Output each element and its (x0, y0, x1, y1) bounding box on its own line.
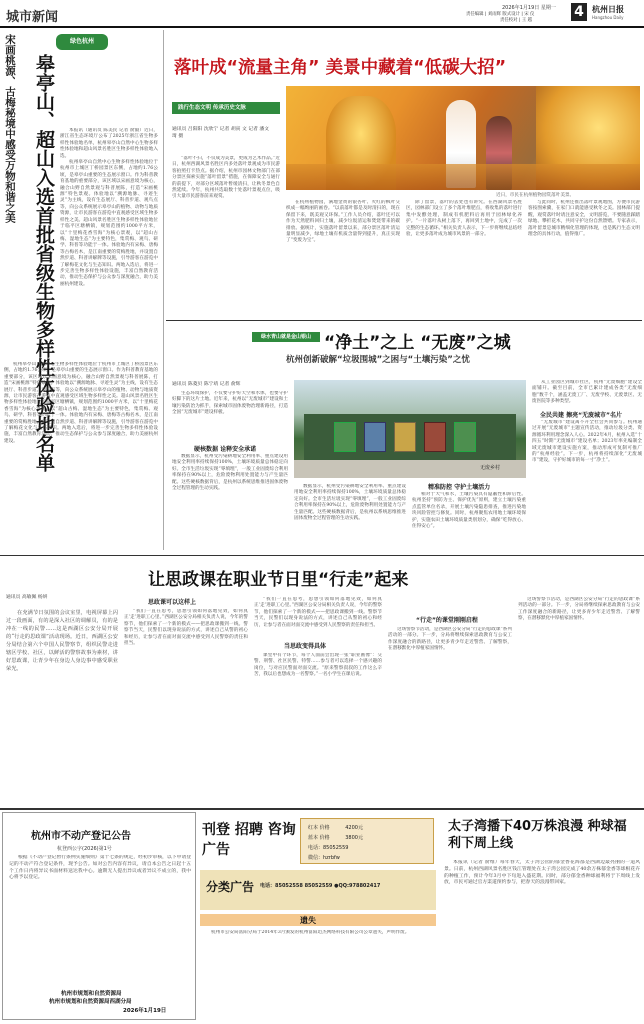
mid-subhead: 杭州创新破解“垃圾围城”之困与“土壤污染”之忧 (286, 355, 470, 365)
mid-sub1: 硬核数据 诠释安全承诺 (194, 446, 257, 453)
mid-body3: “无废城市”建设离不开全社会共同参与。杭州通过开展“无废城市”主题宣传活动，推动垃圾分类、资源循环利用理念深入人心。2022年4月，杭州入选“十四五”时期“无废城市”建设名单；2023年率先编制全域无废城市建设实施方案，推动形成可复制可推广的“杭州经验”。下一步，杭州将持续深化“无废城市”建设，守护好城市的每一寸“净土”。 (532, 420, 642, 464)
bottom-body2: 课堂中有个环节，每个人面前会出现一张“职业画像”：交警、刑警、社区民警、特警……参与者可以选择一个感兴趣的岗位，与对应民警面对面交流。“原来警察叔叔的工作这么辛苦，我以后也想成为一名警察。”一名小学生在课后说。 (254, 653, 382, 678)
mid-byline: 通讯员 陈菱贝 陈宁靖 记者 俞辉 (172, 382, 241, 387)
left-body-continued: 杭州皋亭山自然中心生物多样性体验地位于杭州市上城区丁桥园景区东侧，占地约1.76公顷，是皋亭山重要的生态展示窗口。作为科普教育基地的重要部分，该区域以宋画意境为核心，融合山野自然景观与科普展陈，打造“宋画桃源”特色景观。体验地以“溯源地脉、寻迹生灵”为主线，设有生态展厅、科普步道、观鸟点等，向公众系统展示皋亭山的植物、动物与地质资源，让市民游客在游览中直观感受区域生物多样性之美。超山风景名胜区生物多样性体验地位于临平区塘栖镇，规划范围约1000平方米，以“十里梅花香雪海”为核心景观，以“超山古梅、湿地生态”为主要特色，集赏梅、观鸟、研学、科普等功能于一体。体验地内有宋梅、唐梅等古梅名木，是江南重要的赏梅胜地，并设置自然步道、科普讲解牌等设施，引导游客在游览中了解梅花文化与生态知识。两地入选后，将进一步完善生物多样性体验设施，丰富自然教育活动，推动生态保护与公众参与深度融合，助力美丽杭州建设。 (4, 362, 158, 444)
ad-left-body: 根据《不动产登记暂行条例实施细则》第十七条的规定，经初步审核，以下申请登记的不动产符合登记条件，现予公告。如对公告内容有异议，请自本公告之日起十五个工作日内将异议书面材料送达我中心。逾期无人提出异议或者异议不成立的，我中心将予以登记。 (9, 855, 191, 881)
ad-right-body: 本报讯（记者 俞维）每年春天，太子湾公园的郁金香花海都是西湖边最亮丽的一道风景。日前，杭州西湖风景名胜区钱江管理处在太子湾公园完成了40余万株郁金香等球根花卉的种植工作，预计今年3月中下旬进入盛花期。同时，部分郁金香种球福利将于下周线上发放，市民可通过官方渠道预约参与，把春天的浪漫带回家。 (444, 860, 640, 886)
ad-mid-price-label: 价格 (319, 825, 330, 831)
top-col-3: 除了留景，落叶的去处也有讲究。在西湖风景名胜区，园林部门设立了多个落叶堆肥点，将收集的落叶进行集中发酵处理，制成有机肥料后再用于园林绿化养护。“一片落叶从树上落下，再回到土地中，完成了一次完整的生态循环。”相关负责人表示，下一步将继续总结经验，让更多落叶成为城市风景的一部分。 (406, 200, 522, 238)
mid-story (166, 322, 642, 554)
ad-mid-fenlei: 分类广告 (206, 880, 255, 894)
ad-mid-row-0 (308, 824, 363, 831)
section-title: 城市新闻 (6, 10, 59, 25)
ad-left-date: 2026年1月19日 (123, 1008, 167, 1014)
left-badge-label: 绿色杭州 (69, 38, 94, 45)
paper-en: Hangzhou Daily (592, 15, 624, 20)
mid-photo-label: 无废乡村 (480, 465, 501, 471)
left-headline: 皋亭山、超山入选首批省级生物多样性体验地名单 (33, 54, 55, 472)
top-byline: 通讯员 吕阳阳 沈欣宁 记者 胡寅 文 记者 潘文琦 摄 (172, 127, 270, 139)
page-number: 4 (571, 3, 587, 21)
ad-mid-title: 刊登 招聘 咨询 广告 (202, 822, 296, 858)
bottom-body3: 这场警察节活动，是西湖区公安分局“行走的思政课”系列活动的一部分。下一步，分局将继续探索思政教育与公安工作深度融合的新路径，让更多青少年走近警营、了解警察，在潜移默化中厚植家国情怀。 (388, 627, 512, 652)
ad-mid-weixin: 微信：hzrbfw (308, 855, 340, 861)
ad-mid-lost-box (200, 914, 436, 926)
top-headline: 落叶成“流量主角” 美景中藏着“低碳大招” (174, 58, 507, 78)
ad-left-title: 杭州市不动产登记公告 (31, 831, 131, 842)
mid-sub3: 全民共建 擦亮“无废城市”名片 (540, 412, 622, 419)
top-col-2: 在杭州植物园，满地金黄的银杏叶、火红的枫叶交织成一幅绚丽的画卷。“以前落叶都是及时清扫的，现在保留下来，既美观又环保。”工作人员介绍，落叶还可以作为天然肥料回归土壤，减少垃圾清运和焚烧带来的碳排放。据统计，实施落叶留景以来，部分景区落叶清运量明显减少，绿地土壤有机质含量得到提升，真正实现了“变废为宝”。 (286, 200, 400, 244)
mid-body1-b: 数据显示，杭州受污染耕地安全利用率、重点建设用地安全利用率持续保持100%，土壤环境质量总体稳定向好。全市生活垃圾实现“零填埋”，一般工业固废综合利用率保持在90%以上，危险废物利用处置能力与产生量匹配。这些硬核数据背后，是杭州以系统思维推进固体废物全过程管理的生动实践。 (294, 484, 406, 522)
mid-right-col: 从工业园区到城市社区，杭州“无废细胞”建设全面铺开。截至目前，全市已累计建成各类“无废细胞”数千个，涵盖无废工厂、无废学校、无废景区、无废医院等多种类型。 (532, 380, 642, 405)
header-date: 2026年1月19日 星期一 (502, 5, 556, 11)
ad-mid-row-1 (308, 834, 363, 841)
ad-mid-row-value: 4200元 (345, 825, 363, 831)
left-body-text: 杭州皋亭山自然中心生物多样性体验地位于杭州市上城区丁桥园景区东侧，占地约1.76公顷，是皋亭山重要的生态展示窗口。作为科普教育基地的重要部分，该区域以宋画意境为核心，融合山野自然景观与科普展陈，打造“宋画桃源”特色景观。体验地以“溯源地脉、寻迹生灵”为主线，设有生态展厅、科普步道、观鸟点等，向公众系统展示皋亭山的植物、动物与地质资源，让市民游客在游览中直观感受区域生物多样性之美。超山风景名胜区生物多样性体验地位于临平区塘栖镇，规划范围约1000平方米，以“十里梅花香雪海”为核心景观，以“超山古梅、湿地生态”为主要特色，集赏梅、观鸟、研学、科普等功能于一体。体验地内有宋梅、唐梅等古梅名木，是江南重要的赏梅胜地，并设置自然步道、科普讲解牌等设施，引导游客在游览中了解梅花文化与生态知识。两地入选后，将进一步完善生物多样性体验设施，丰富自然教育活动，推动生态保护与公众参与深度融合，助力美丽杭州建设。 (60, 160, 158, 287)
ad-mid-contact: 电话：85052558 85052559 ●QQ:978802417 (260, 883, 381, 889)
left-body (60, 128, 158, 354)
mid-lead: 生态环境保护，不仅要守护好天空和水体，也要守护好脚下的这片土地。近年来，杭州以“无废城市”建设和土壤污染防治为抓手，探索城市固体废物治理新路径，打造全国“无废城市”建设样板。 (172, 391, 288, 416)
bottom-intro: 在充满节日氛围的会议室里，电视屏幕上闪过一段画面，有的是深入社区的调解员，有的是冲在一线的民警……这是西湖区公安分局开展的“行走的思政课”活动现场。近日，西湖区公安分局结合第六个中国人民警察节，组织民警走进辖区学校、社区，以鲜活的警察故事为素材，讲好思政课，让青少年在身边人身边事中感受职业荣光。 (6, 610, 118, 672)
mid-sub2: 精准防控 守护土壤活力 (428, 484, 491, 491)
bottom-body1: “我们一直在思考，思想引领如何落地见效，如何真正‘走’进职工心里。”西湖区公安分局相关负责人说，今年的警察节，他们探索了一个新的模式——把思政课搬到一线。警察节当天，民警们以现身说法的方式，讲述自己从警的初心和经历，让参与者在面对面交流中感受到人民警察的责任和担当。 (124, 609, 248, 647)
ad-left-footer2: 杭州市规划和自然资源局西湖分局 (49, 999, 132, 1005)
ad-mid-phone: 电话：85052559 (308, 845, 349, 851)
ad-mid-lost-body: 杭州市公安局富阳分局于2014年3月颁发的杭州富阳迅杰网络科技有限公司公章遗失，声明作废。 (211, 930, 410, 935)
mid-kicker-label: 绿水青山就是金山银山 (260, 334, 311, 340)
bottom-sub1: 思政课可以这样上 (148, 599, 197, 606)
bottom-sub3: “行走”的课堂刚刚启程 (416, 617, 478, 624)
ad-left-sub: 杭登西公字(2026)第1号 (57, 846, 112, 852)
mid-body1: 数据显示，杭州受污染耕地安全利用率、重点建设用地安全利用率持续保持100%，土壤环境质量总体稳定向好。全市生活垃圾实现“零填埋”，一般工业固废综合利用率保持在90%以上，危险废物利用处置能力与产生量匹配。这些硬核数据背后，是杭州以系统思维推进固体废物全过程管理的生动实践。 (172, 454, 288, 492)
page-header (0, 0, 644, 26)
top-photo (286, 86, 640, 190)
header-editor: 责任编辑 | 刘雨辉 版式设计 | 宋 仪 (466, 12, 535, 17)
top-story (166, 30, 642, 320)
ad-mid-row-key: 红本 (308, 825, 319, 831)
top-tag-label: 践行生态文明 传承历史文脉 (178, 105, 246, 111)
bottom-story (0, 557, 644, 807)
top-col-4: 与此同时，杭州还推出落叶景观地图，方便市民游客按图索骥，在家门口就能感受秋冬之美。园林部门提醒，观赏落叶时请注意安全，文明游览，不要随意踩踏绿地、攀折花木，共同守护这份自然馈赠。专家表示，落叶留景是城市精细化管理的体现，也是践行生态文明理念的具体行动，值得推广。 (528, 200, 640, 238)
bottom-byline: 通讯员 高敏佩 杨妍 (6, 595, 48, 600)
ad-mid-row-key: 蓝本 (308, 835, 319, 841)
ad-right (440, 812, 642, 1020)
mid-headline: “净土”之上 “无废”之城 (324, 333, 511, 353)
left-kicker: 宋画桃源、古梅秘境中感受万物和谐之美 (4, 34, 16, 223)
left-badge (56, 34, 108, 50)
top-col-1: “落叶不扫，不仅成为美景，更成为艺术作品。”近日，杭州西湖风景名胜区内多处落叶景观成为市民游客拍照打卡热点。据介绍，杭州市园林文物部门在部分景区探索实施“落叶留景”措施，在保障安全与通行的前提下，对部分区域落叶暂缓清扫，让秋冬景色自然延续。今年，杭州共选取数十处落叶景观点位，吸引大量市民游客前来观赏。 (172, 156, 280, 200)
mid-body2: 相对于大气和水，土壤污染具有隐蔽性和滞后性。杭州坚持“预防为主、保护优先”原则，建立土壤污染重点监管单位名录，开展土壤污染隐患排查，推进污染地块风险管控与修复。同时，杭州聚焦农用地土壤环境保护，实施农田土壤环境质量类别划分，确保“吃得放心、住得安心”。 (412, 492, 526, 530)
bottom-body1-b: “我们一直在思考，思想引领如何落地见效，如何真正‘走’进职工心里。”西湖区公安分局相关负责人说，今年的警察节，他们探索了一个新的模式——把思政课搬到一线。警察节当天，民警们以现身说法的方式，讲述自己从警的初心和经历，让参与者在面对面交流中感受到人民警察的责任和担当。 (254, 597, 382, 628)
header-proof: 责任校对 | 王 越 (500, 18, 533, 23)
ad-mid-row-value: 3800元 (345, 835, 363, 841)
left-lead: 本报讯（通讯员 陈美民 记者 俞毅）近日，浙江省生态环境厅公布了2025年浙江省生物多样性体验地名单，杭州皋亭山自然中心生物多样性体验地和超山风景名胜区生物多样性体验地入选。 (60, 128, 158, 159)
mid-photo (294, 380, 526, 478)
ad-left (2, 812, 196, 1020)
paper-name: 杭州日报 (592, 4, 624, 14)
bottom-headline: 让思政课在职业节日里“行走”起来 (148, 570, 409, 590)
ad-right-headline: 太子湾播下40万株浪漫 种球福利下周上线 (448, 819, 627, 851)
ad-left-footer1: 杭州市规划和自然资源局 (61, 991, 122, 997)
left-body-2 (4, 362, 158, 552)
ad-mid-lost-title: 遗失 (300, 916, 316, 925)
ad-mid (198, 812, 438, 1020)
top-caption: 近日，市民在杭州植物园赏落叶美景。 (496, 193, 575, 198)
ad-mid-price-label: 价格 (319, 835, 330, 841)
bottom-sub2: 当思政变得具体 (284, 643, 327, 650)
top-tag (172, 102, 280, 114)
left-story (0, 30, 162, 554)
mid-kicker (252, 332, 320, 342)
bottom-body3-b: 这场警察节活动，是西湖区公安分局“行走的思政课”系列活动的一部分。下一步，分局将继续探索思政教育与公安工作深度融合的新路径，让更多青少年走近警营、了解警察，在潜移默化中厚植家国情怀。 (518, 597, 640, 622)
